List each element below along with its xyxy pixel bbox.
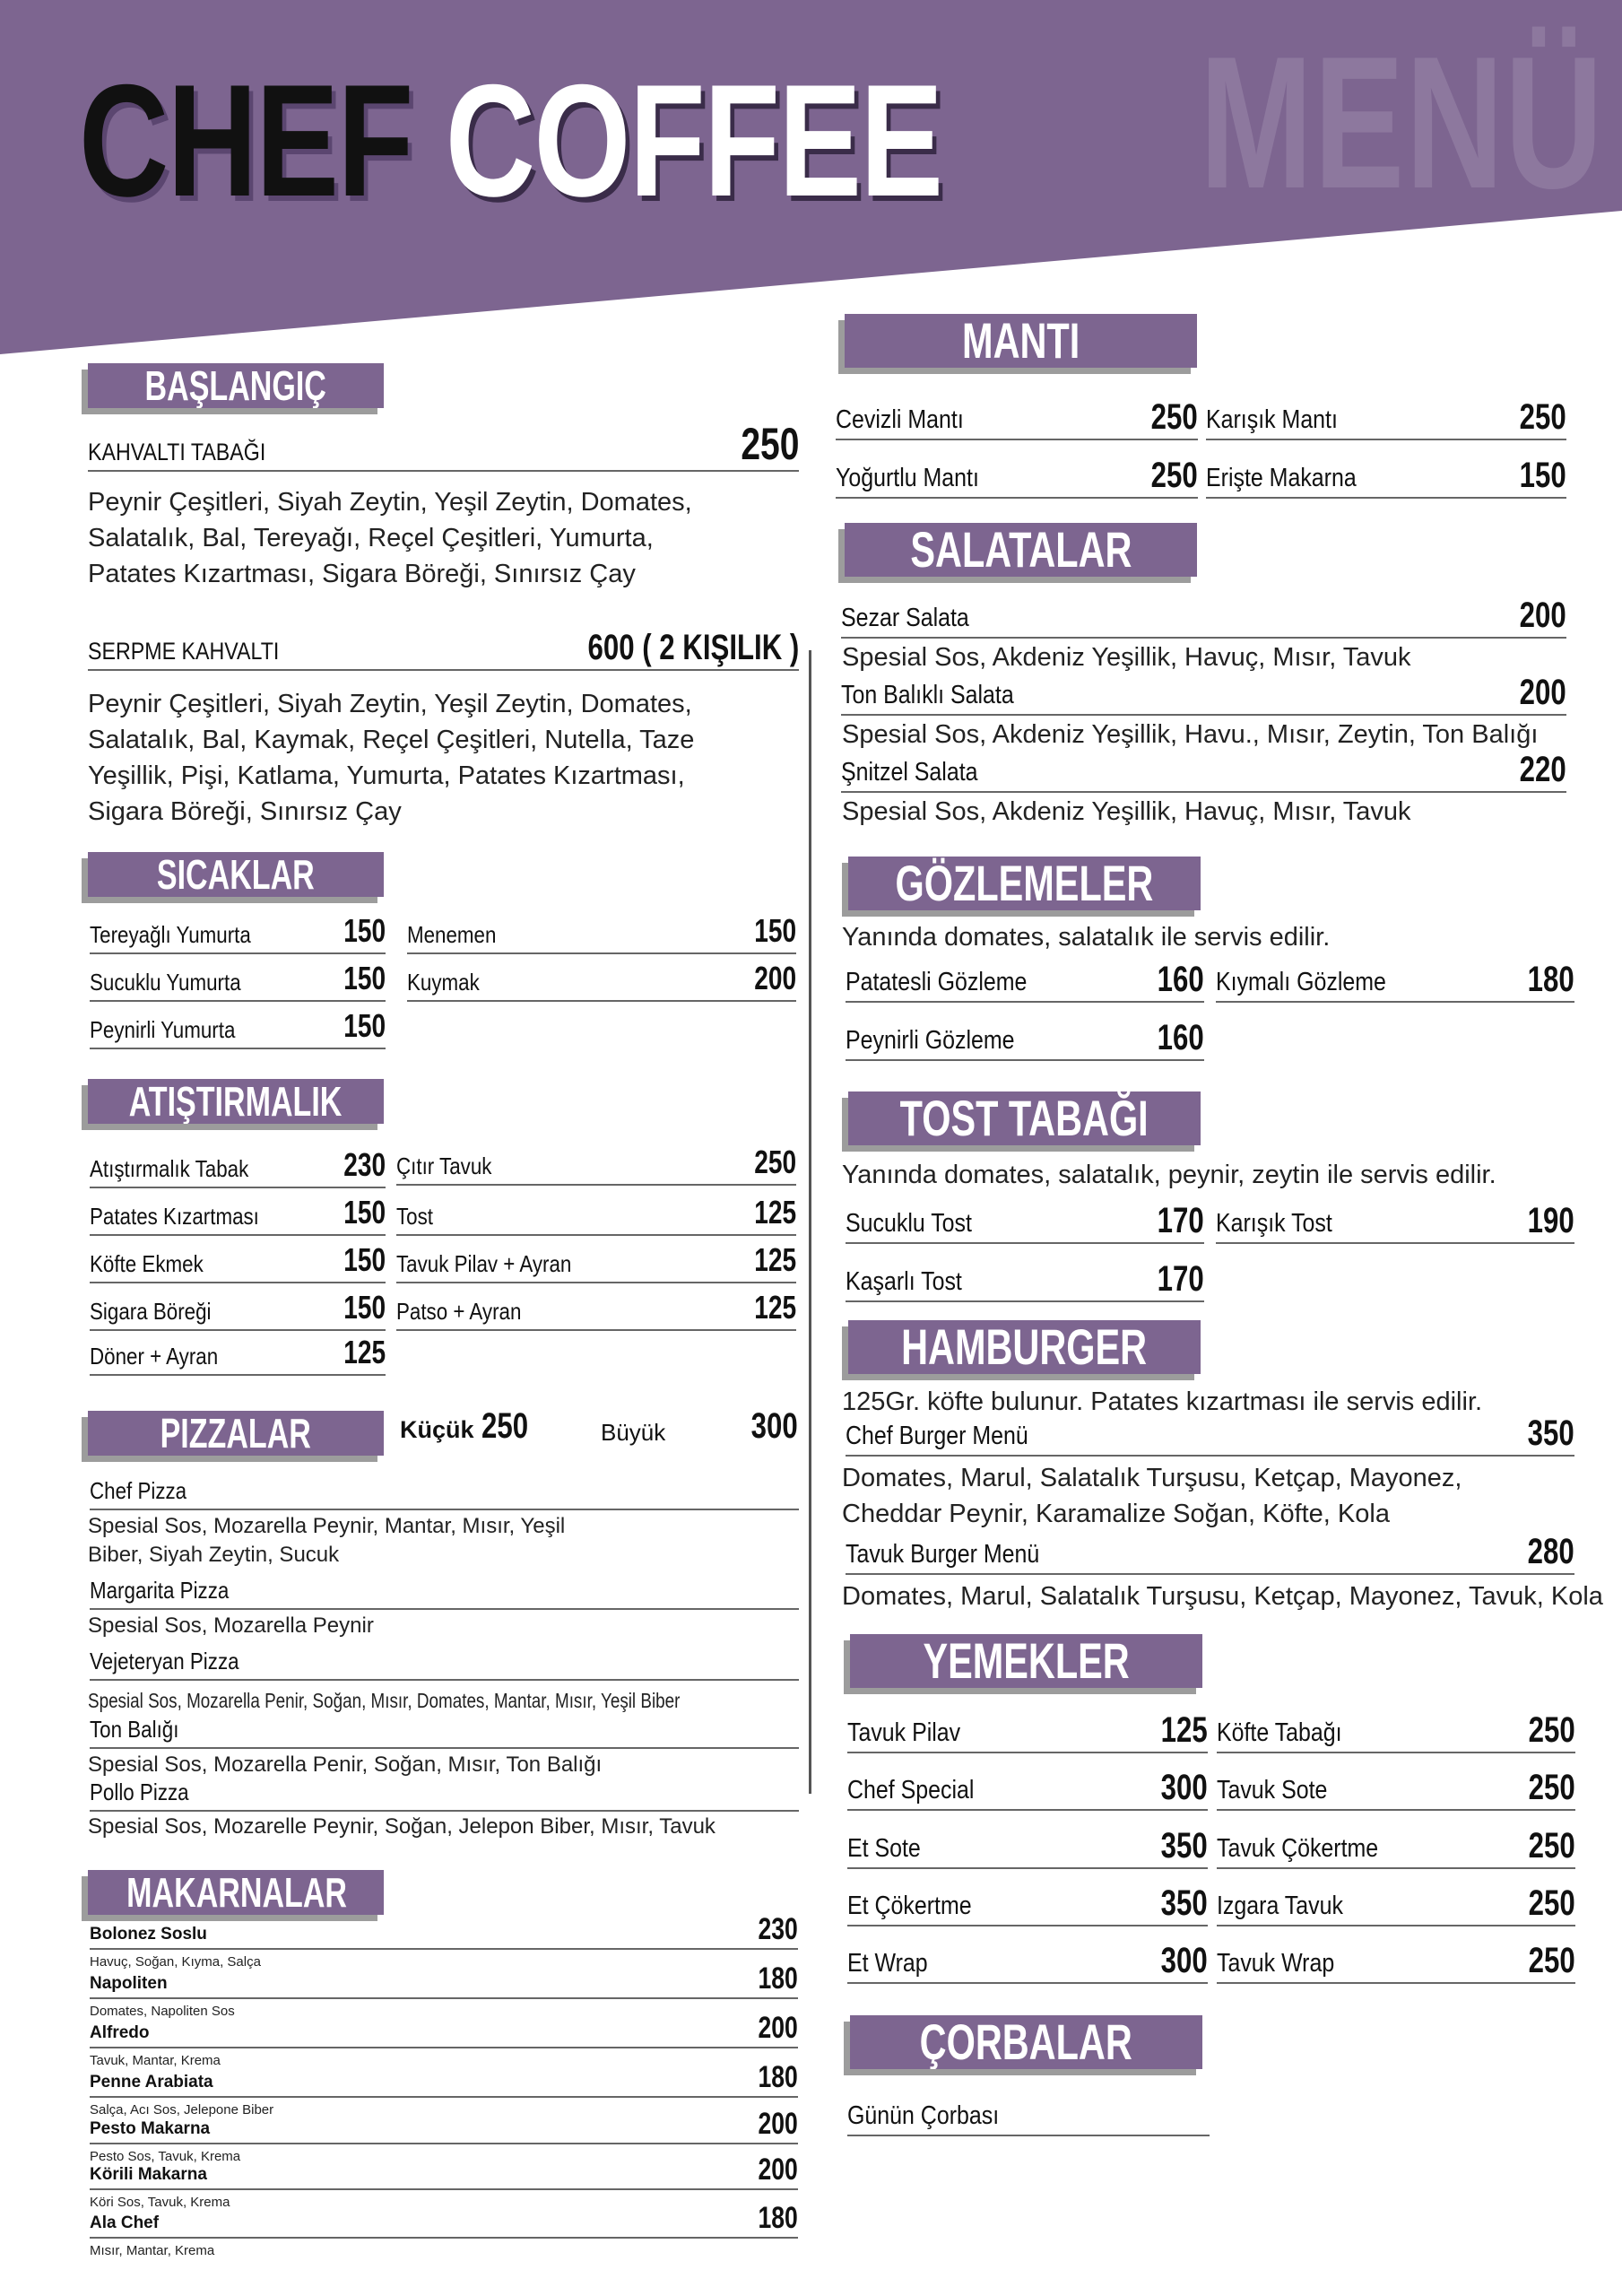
item-name: Pollo Pizza [90,1779,189,1805]
item-name: SERPME KAHVALTI [88,638,280,665]
menu-item [90,1241,386,1283]
menu-item [90,1146,386,1188]
item-name: Sigara Böreği [90,1298,212,1325]
item-name: Chef Special [847,1776,975,1805]
item-price: 300 [1160,1941,1208,1980]
section-salatalar: SALATALAR [845,523,1197,577]
item-price: 200 [758,2152,798,2187]
item-price: 230 [343,1146,386,1183]
item-price: 250 [740,419,799,469]
menu-item [90,962,386,1002]
item-desc: Köri Sos, Tavuk, Krema [90,2195,230,2210]
pizza-size-large [601,1406,798,1447]
pizza-item [90,1474,799,1510]
item-desc: Salça, Acı Sos, Jelepone Biber [90,2102,274,2118]
item-price: 200 [758,2107,798,2141]
item-price: 170 [1157,1201,1204,1240]
item-name: Sucuklu Tost [846,1209,972,1238]
item-name: Cevizli Mantı [836,405,964,434]
item-name: Tavuk Pilav [847,1718,961,1747]
item-desc: Peynir Çeşitleri, Siyah Zeytin, Yeşil Zeytin, Domates, Salatalık, Bal, Kaymak, Reçel Çeşitleri, Nutella, Taze Yeşillik, Pişi, Katlama, Yumurta, Patates Kızartması, Sigara Böreği, Sınırsız Çay [88,690,695,826]
item-name: Köfte Tabağı [1217,1718,1342,1747]
item-name: Patates Kızartması [90,1203,259,1230]
menu-item [1217,1766,1575,1811]
item-name: Yoğurtlu Mantı [836,464,979,492]
item-name: Çıtır Tavuk [396,1152,492,1179]
section-makarnalar: MAKARNALAR [88,1870,384,1915]
item-price: 150 [1519,456,1566,495]
pizza-item [90,1713,799,1749]
item-price: 250 [1528,1941,1575,1980]
section-yemekler: YEMEKLER [850,1634,1202,1688]
item-desc: Domates, Marul, Salatalık Turşusu, Ketçap, Mayonez, Cheddar Peynir, Karamalize Soğan, Köfte, Kola [842,1464,1462,1528]
item-name: Izgara Tavuk [1217,1892,1343,1920]
menu-item [1206,399,1566,440]
item-name: Kaşarlı Tost [846,1267,962,1296]
item-name: Erişte Makarna [1206,464,1357,492]
item-price: 125 [754,1241,796,1278]
item-price: 180 [1527,960,1574,999]
item-name: Karışık Tost [1216,1209,1332,1238]
item-name: Vejeteryan Pizza [90,1648,239,1674]
menu-item [1217,1824,1575,1869]
section-baslangic: BAŞLANGIÇ [88,363,384,408]
item-price: 180 [758,1961,798,1996]
item-name: Pesto Makarna [90,2119,211,2138]
item-price: 150 [343,1194,386,1231]
item-name: Penne Arabiata [90,2073,213,2092]
item-name: Bolonez Soslu [90,1925,207,1944]
brand-title [79,51,942,230]
item-price: 250 [1150,456,1198,495]
menu-item [836,399,1198,440]
brand-chef: CHEF [79,51,412,230]
menu-item-serpme-kahvalti [88,628,799,671]
item-name: Et Wrap [847,1949,928,1978]
item-name: Sezar Salata [841,604,969,632]
menu-item [841,674,1566,716]
item-name: Tavuk Wrap [1217,1949,1335,1978]
item-name: Menemen [407,921,497,948]
item-price: 200 [758,2011,798,2045]
menu-watermark: MENÜ [1200,17,1604,228]
item-name: Günün Çorbası [847,2101,1000,2130]
section-tost-tabagi: TOST TABAĞI [848,1091,1201,1145]
item-name: Ton Balığı [90,1716,179,1743]
item-price: 150 [343,1241,386,1278]
item-price: 125 [754,1194,796,1231]
section-pizzalar: PIZZALAR [88,1411,384,1456]
item-price: 350 [1527,1413,1574,1453]
menu-item [407,962,796,1002]
item-name: Peynirli Gözleme [846,1026,1015,1055]
menu-item [836,457,1198,499]
section-sicaklar: SICAKLAR [88,852,384,897]
item-price: 200 [1519,673,1566,712]
item-price: 200 [754,960,796,996]
menu-item [90,1007,386,1049]
menu-item-kahvalti-tabagi [88,419,799,472]
item-name: Kıymalı Gözleme [1216,968,1386,996]
item-name: Peynirli Yumurta [90,1016,236,1043]
item-price: 250 [1150,397,1198,437]
item-price: 180 [758,2060,798,2094]
menu-item [846,960,1204,1003]
size-label-small: Küçük [400,1416,474,1443]
item-name: Karışık Mantı [1206,405,1338,434]
item-price: 350 [1160,1826,1208,1866]
item-desc: Spesial Sos, Akdeniz Yeşillik, Havuç, Mısır, Tavuk [842,797,1411,826]
item-price: 125 [754,1289,796,1326]
menu-item [1216,1201,1574,1244]
pizza-item [90,1645,799,1681]
item-desc: Peynir Çeşitleri, Siyah Zeytin, Yeşil Zeytin, Domates, Salatalık, Bal, Tereyağı, Reçel Çeşitleri, Yumurta, Patates Kızartması, Sigara Böreği, Sınırsız Çay [88,488,692,588]
menu-item [841,752,1566,793]
section-note: 125Gr. köfte bulunur. Patates kızartması ile servis edilir. [842,1387,1483,1416]
menu-item [90,1196,386,1236]
item-name: Napoliten [90,1974,168,1993]
item-price: 350 [1160,1883,1208,1923]
menu-item [847,1766,1208,1811]
menu-item [846,1534,1574,1575]
item-price: 250 [1528,1710,1575,1750]
item-desc: Domates, Marul, Salatalık Turşusu, Ketçap, Mayonez, Tavuk, Kola [842,1582,1603,1611]
item-price: 220 [1519,750,1566,789]
menu-item [847,1824,1208,1869]
item-name: Et Çökertme [847,1892,972,1920]
item-name: Tavuk Sote [1217,1776,1328,1805]
item-price: 250 [1528,1768,1575,1807]
item-price: 125 [1160,1710,1208,1750]
item-name: Alfredo [90,2023,150,2042]
item-price: 250 [1519,397,1566,437]
item-name: Kuymak [407,969,480,996]
item-price: 160 [1157,1018,1204,1057]
menu-item [90,912,386,954]
brand-coffee: COFFEE [445,51,942,230]
menu-item [847,1939,1208,1984]
item-price: 190 [1527,1201,1574,1240]
item-name: Sucuklu Yumurta [90,969,241,996]
item-desc: Havuç, Soğan, Kıyma, Salça [90,1954,261,1970]
item-price: 280 [1527,1532,1574,1571]
item-price: 250 [754,1144,796,1180]
menu-item [1217,1882,1575,1926]
section-atistirmalik: ATIŞTIRMALIK [88,1079,384,1124]
menu-item [396,1289,796,1331]
section-note: Yanında domates, salatalık, peynir, zeytin ile servis edilir. [842,1161,1496,1189]
menu-item [846,1259,1204,1302]
item-price: 150 [343,1007,386,1044]
menu-item [396,1146,796,1186]
item-desc: Spesial Sos, Mozarella Peynir [88,1613,374,1638]
item-price: 150 [754,912,796,949]
size-price-large: 300 [750,1406,798,1446]
item-price: 150 [343,912,386,949]
item-desc: Spesial Sos, Mozarella Penir, Soğan, Mısır, Ton Balığı [88,1752,603,1777]
item-name: Patatesli Gözleme [846,968,1028,996]
item-name: Patso + Ayran [396,1298,522,1325]
menu-item [846,1415,1574,1457]
item-desc: Mısır, Mantar, Krema [90,2243,215,2258]
menu-item [847,1882,1208,1926]
item-price: 150 [343,960,386,996]
menu-item [847,1709,1208,1753]
size-price-small: 250 [481,1406,528,1446]
item-name: Atıştırmalık Tabak [90,1155,249,1182]
size-label-large: Büyük [601,1419,666,1446]
menu-item [396,1196,796,1236]
item-name: Tost [396,1203,434,1230]
item-name: Tavuk Burger Menü [846,1540,1040,1569]
item-price: 125 [343,1334,386,1370]
menu-item [1217,1939,1575,1984]
item-price: 160 [1157,960,1204,999]
item-desc: Spesial Sos, Mozarelle Peynir, Soğan, Jelepon Biber, Mısır, Tavuk [88,1814,716,1839]
item-name: Şnitzel Salata [841,758,978,787]
item-name: Körili Makarna [90,2165,207,2184]
item-price: 300 [1160,1768,1208,1807]
menu-item [1206,457,1566,499]
menu-item [1216,960,1574,1003]
item-price: 250 [1528,1883,1575,1923]
item-price: 170 [1157,1259,1204,1299]
item-desc: Domates, Napoliten Sos [90,2004,235,2019]
column-divider [809,650,811,1794]
pizza-item [90,1776,799,1812]
item-name: Ala Chef [90,2213,160,2232]
section-corbalar: ÇORBALAR [850,2015,1202,2069]
item-price: 200 [1519,596,1566,635]
menu-item [396,1241,796,1283]
section-note: Yanında domates, salatalık ile servis edilir. [842,923,1331,952]
item-desc: Spesial Sos, Akdeniz Yeşillik, Havu., Mısır, Zeytin, Ton Balığı [842,720,1539,749]
menu-item [841,597,1566,639]
item-name: Margarita Pizza [90,1577,230,1604]
item-desc: Spesial Sos, Mozarella Penir, Soğan, Mısır, Domates, Mantar, Mısır, Yeşil Biber [88,1689,681,1712]
item-price: 250 [1528,1826,1575,1866]
section-hamburger: HAMBURGER [848,1320,1201,1374]
item-name: Chef Burger Menü [846,1422,1028,1450]
menu-item [1217,1709,1575,1753]
menu-item [90,1336,386,1376]
item-name: Tavuk Çökertme [1217,1834,1379,1863]
section-manti: MANTI [845,314,1197,368]
menu-item [90,1289,386,1331]
menu-item [847,2090,1210,2136]
item-name: KAHVALTI TABAĞI [88,439,266,465]
item-name: Tavuk Pilav + Ayran [396,1250,572,1277]
item-price: 600 ( 2 KIŞILIK ) [587,628,799,667]
item-name: Et Sote [847,1834,921,1863]
item-price: 230 [758,1912,798,1946]
section-gozlemeler: GÖZLEMELER [848,857,1201,910]
menu-item [846,1201,1204,1244]
pasta-item [90,1912,798,1950]
item-price: 180 [758,2201,798,2235]
item-price: 150 [343,1289,386,1326]
item-name: Döner + Ayran [90,1343,219,1370]
item-desc: Tavuk, Mantar, Krema [90,2053,221,2068]
menu-item [846,1018,1204,1061]
item-name: Tereyağlı Yumurta [90,921,251,948]
item-desc: Pesto Sos, Tavuk, Krema [90,2149,241,2164]
pizza-item [90,1574,799,1610]
menu-item [407,912,796,954]
item-name: Chef Pizza [90,1477,187,1504]
item-desc: Spesial Sos, Mozarella Peynir, Mantar, Mısır, Yeşil Biber, Siyah Zeytin, Sucuk [88,1514,566,1567]
item-desc: Spesial Sos, Akdeniz Yeşillik, Havuç, Mısır, Tavuk [842,643,1411,672]
pizza-size-small [400,1406,541,1447]
item-name: Köfte Ekmek [90,1250,204,1277]
item-name: Ton Balıklı Salata [841,681,1014,709]
